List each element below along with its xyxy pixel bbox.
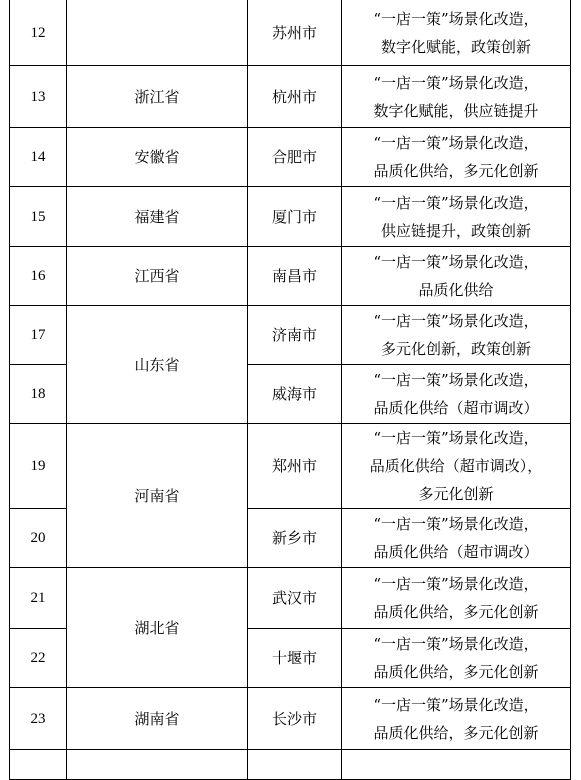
measure-line: 品质化供给（超市调改）， bbox=[369, 457, 543, 475]
province-cell: 江西省 bbox=[67, 247, 248, 306]
measure-line: 品质化供给，多元化创新 bbox=[373, 663, 539, 681]
measures-cell bbox=[342, 688, 571, 750]
table-row bbox=[10, 568, 571, 629]
measures-cell bbox=[342, 629, 571, 688]
measures-cell bbox=[342, 306, 571, 365]
row-number: 23 bbox=[10, 688, 67, 750]
table-row bbox=[10, 424, 571, 509]
measure-line: “一店一策”场景化改造， bbox=[373, 9, 539, 28]
measure-line: 品质化供给，多元化创新 bbox=[373, 723, 539, 742]
measures-cell bbox=[342, 0, 571, 66]
city-cell: 长沙市 bbox=[248, 688, 342, 750]
measure-line: 多元化创新，政策创新 bbox=[380, 340, 531, 358]
city-cell: 南昌市 bbox=[248, 247, 342, 306]
table-row bbox=[10, 66, 571, 128]
row-number: 13 bbox=[10, 66, 67, 128]
measure-line: “一店一策”场景化改造， bbox=[373, 371, 539, 389]
row-number: 18 bbox=[10, 365, 67, 424]
row-number: 16 bbox=[10, 247, 67, 306]
province-cell: 安徽省 bbox=[67, 128, 248, 187]
row-number: 21 bbox=[10, 568, 67, 629]
measures-cell bbox=[342, 424, 571, 509]
row-number: 15 bbox=[10, 187, 67, 247]
table-row bbox=[10, 306, 571, 365]
measures-cell bbox=[342, 187, 571, 247]
city-cell: 新乡市 bbox=[248, 509, 342, 568]
measures-cell bbox=[342, 66, 571, 128]
city-cell: 厦门市 bbox=[248, 187, 342, 247]
measures-cell bbox=[342, 509, 571, 568]
province-cell: 河南省 bbox=[67, 424, 248, 568]
measure-line: “一店一策”场景化改造， bbox=[373, 429, 539, 447]
measure-line: 品质化供给 bbox=[418, 281, 494, 299]
measure-line: 品质化供给（超市调改） bbox=[373, 543, 539, 561]
city-cell: 苏州市 bbox=[248, 0, 342, 66]
measure-line: “一店一策”场景化改造， bbox=[373, 193, 539, 212]
measures-cell bbox=[342, 247, 571, 306]
city-cell: 合肥市 bbox=[248, 128, 342, 187]
city-cell: 武汉市 bbox=[248, 568, 342, 629]
measure-line: 数字化赋能，政策创新 bbox=[380, 37, 531, 56]
province-cell bbox=[67, 750, 248, 780]
measure-line: 多元化创新 bbox=[418, 485, 494, 503]
measure-line: “一店一策”场景化改造， bbox=[373, 312, 539, 330]
measures-cell bbox=[342, 365, 571, 424]
row-number bbox=[10, 750, 67, 780]
province-cell: 浙江省 bbox=[67, 66, 248, 128]
measure-line: 供应链提升，政策创新 bbox=[380, 221, 531, 240]
measure-line: 品质化供给，多元化创新 bbox=[373, 603, 539, 621]
province-cell: 湖北省 bbox=[67, 568, 248, 688]
measure-line: “一店一策”场景化改造， bbox=[373, 695, 539, 714]
city-cell: 十堰市 bbox=[248, 629, 342, 688]
row-number: 20 bbox=[10, 509, 67, 568]
province-cell: 山东省 bbox=[67, 306, 248, 424]
measure-line: “一店一策”场景化改造， bbox=[373, 134, 539, 152]
measures-cell bbox=[342, 750, 571, 780]
row-number: 17 bbox=[10, 306, 67, 365]
table-row bbox=[10, 0, 571, 66]
measure-line: “一店一策”场景化改造， bbox=[373, 515, 539, 533]
table-row bbox=[10, 247, 571, 306]
row-number: 14 bbox=[10, 128, 67, 187]
measure-line: 品质化供给（超市调改） bbox=[373, 399, 539, 417]
table-row bbox=[10, 688, 571, 750]
measure-line: 品质化供给，多元化创新 bbox=[373, 162, 539, 180]
measure-line: 数字化赋能，供应链提升 bbox=[373, 101, 539, 120]
measure-line: “一店一策”场景化改造， bbox=[373, 635, 539, 653]
province-cell: 湖南省 bbox=[67, 688, 248, 750]
province-cell bbox=[67, 0, 248, 66]
table-row bbox=[10, 128, 571, 187]
city-cell: 杭州市 bbox=[248, 66, 342, 128]
measure-line: “一店一策”场景化改造， bbox=[373, 253, 539, 271]
measures-cell bbox=[342, 568, 571, 629]
table-row bbox=[10, 187, 571, 247]
row-number: 19 bbox=[10, 424, 67, 509]
measures-cell bbox=[342, 128, 571, 187]
city-cell: 威海市 bbox=[248, 365, 342, 424]
table-row bbox=[10, 750, 571, 780]
measure-line: “一店一策”场景化改造， bbox=[373, 575, 539, 593]
city-cell bbox=[248, 750, 342, 780]
measure-line: “一店一策”场景化改造， bbox=[373, 73, 539, 92]
city-cell: 济南市 bbox=[248, 306, 342, 365]
row-number: 12 bbox=[10, 0, 67, 66]
row-number: 22 bbox=[10, 629, 67, 688]
city-cell: 郑州市 bbox=[248, 424, 342, 509]
city-policy-table bbox=[9, 0, 571, 780]
province-cell: 福建省 bbox=[67, 187, 248, 247]
